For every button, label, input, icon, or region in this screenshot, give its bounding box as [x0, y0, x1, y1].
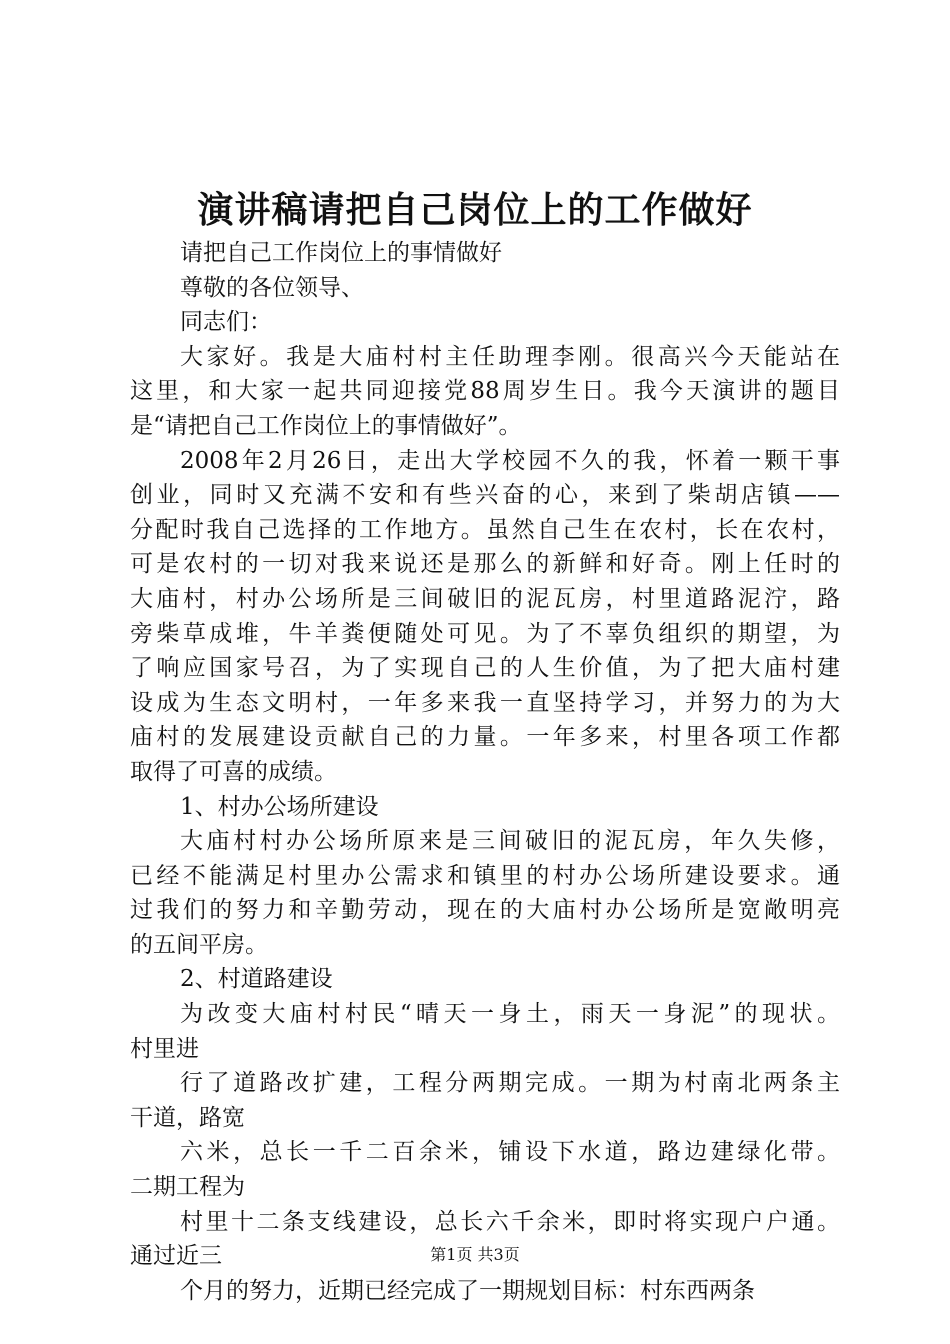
paragraph-line: 可是农村的一切对我来说还是那么的新鲜和好奇。刚上任时的 — [130, 551, 840, 578]
paragraph-line: 的五间平房。 — [130, 931, 268, 958]
paragraph-line: 干道，路宽 — [130, 1104, 245, 1131]
salutation-line: 尊敬的各位领导、 — [180, 274, 364, 301]
paragraph-line: 创业，同时又充满不安和有些兴奋的心，来到了柴胡店镇—— — [130, 482, 840, 509]
paragraph-line: 取得了可喜的成绩。 — [130, 758, 337, 785]
subtitle-line: 请把自己工作岗位上的事情做好 — [180, 240, 502, 266]
document-title: 演讲稿请把自己岗位上的工作做好 — [197, 189, 753, 231]
paragraph-line: 大庙村，村办公场所是三间破旧的泥瓦房，村里道路泥泞，路 — [130, 585, 840, 612]
paragraph-line: 过我们的努力和辛勤劳动，现在的大庙村办公场所是宽敞明亮 — [130, 897, 840, 924]
paragraph-line: 旁柴草成堆，牛羊粪便随处可见。为了不辜负组织的期望，为 — [130, 620, 840, 647]
paragraph-line: 2008年2月26日，走出大学校园不久的我，怀着一颗干事 — [180, 447, 840, 474]
paragraph-line: 二期工程为 — [130, 1174, 245, 1201]
document-body — [130, 236, 840, 1308]
paragraph-line: 大庙村村办公场所原来是三间破旧的泥瓦房，年久失修， — [180, 828, 840, 855]
paragraph-line: 行了道路改扩建，工程分两期完成。一期为村南北两条主 — [180, 1070, 840, 1097]
paragraph-line: 个月的努力，近期已经完成了一期规划目标：村东西两条 — [180, 1277, 755, 1304]
section-heading: 2、村道路建设 — [180, 966, 333, 993]
paragraph-line: 庙村的发展建设贡献自己的力量。一年多来，村里各项工作都 — [130, 724, 840, 751]
page-number-footer: 第1页 共3页 — [430, 1245, 520, 1264]
paragraph-line: 设成为生态文明村，一年多来我一直坚持学习，并努力的为大 — [130, 689, 840, 716]
paragraph-line: 村里十二条支线建设，总长六千余米，即时将实现户户通。 — [180, 1208, 840, 1235]
paragraph-line: 村里进 — [130, 1035, 199, 1062]
paragraph-line: 为改变大庙村村民“晴天一身土，雨天一身泥”的现状。 — [180, 1001, 840, 1028]
paragraph-line: 分配时我自己选择的工作地方。虽然自己生在农村，长在农村， — [130, 516, 840, 543]
paragraph-line: 是“请把自己工作岗位上的事情做好”。 — [130, 412, 522, 439]
paragraph-line: 大家好。我是大庙村村主任助理李刚。很高兴今天能站在 — [180, 343, 840, 370]
paragraph-line: 已经不能满足村里办公需求和镇里的村办公场所建设要求。通 — [130, 862, 840, 889]
paragraph-line: 通过近三 — [130, 1243, 222, 1270]
section-heading: 1、村办公场所建设 — [180, 793, 379, 820]
salutation-line: 同志们： — [180, 309, 272, 336]
paragraph-line: 六米，总长一千二百余米，铺设下水道，路边建绿化带。 — [180, 1139, 840, 1166]
paragraph-line: 这里，和大家一起共同迎接党88周岁生日。我今天演讲的题目 — [130, 378, 840, 405]
paragraph-line: 了响应国家号召，为了实现自己的人生价值，为了把大庙村建 — [130, 655, 840, 682]
